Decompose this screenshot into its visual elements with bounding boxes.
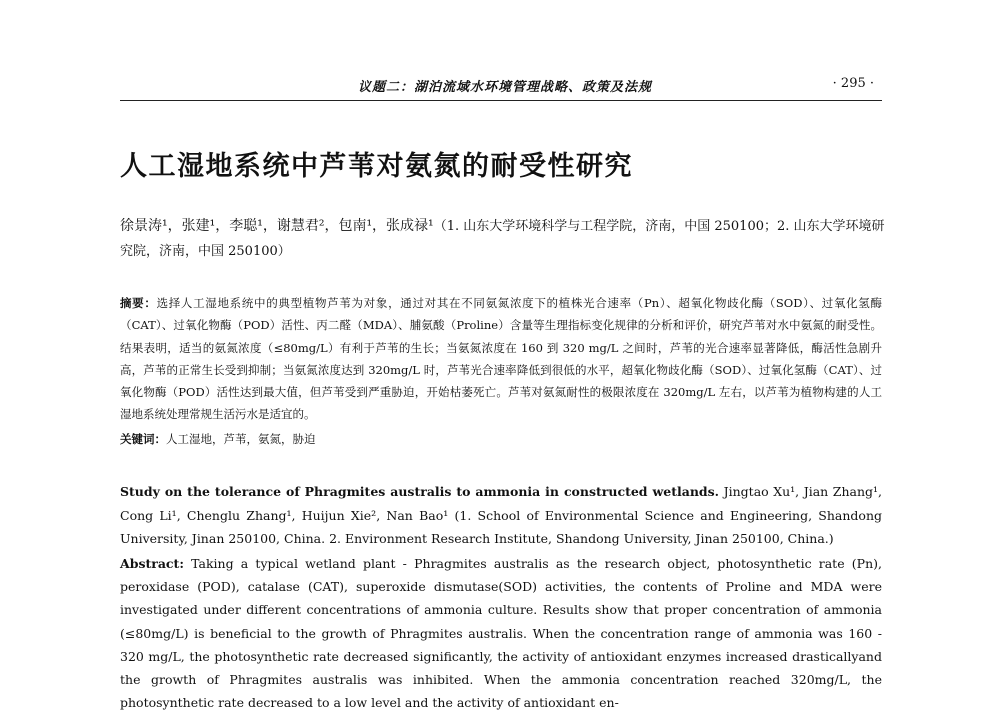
keywords-cn-text: 人工湿地，芦苇，氨氮，胁迫 (166, 432, 316, 446)
abstract-cn (120, 292, 882, 426)
author-names-cn: 徐景涛¹，张建¹，李聪¹，谢慧君²，包南¹，张成禄¹ (120, 218, 434, 234)
english-abstract-label: Abstract: (120, 556, 184, 571)
english-affiliation: (1. School of Environmental Science and Engineering, Shandong University, Jinan 250100, China. 2. Environment Research Institute, Shandong University, Jinan 250100, China.) (120, 507, 882, 546)
page-number: · 295 · (832, 76, 874, 91)
abstract-cn-label: 摘要： (120, 296, 157, 310)
english-abstract-text: Taking a typical wetland plant - Phragmites australis as the research object, photosynthetic rate (Pn), peroxidase (POD), catalase (CAT), superoxide dismutase(SOD) activities, the contents of Proline and MDA were investigated under different concentrations of ammonia culture. Results show that proper concentration of ammonia (≤80mg/L) is beneficial to the growth of Phragmites australis. When the concentration range of ammonia was 160 - 320 mg/L, the photosynthetic rate decreased significantly, the activity of antioxidant enzymes increased drasticallyand the growth of Phragmites australis was inhibited. When the ammonia concentration reached 320mg/L, the photosynthetic rate decreased to a low level and the activity of antioxidant en- (120, 556, 882, 711)
authors-block-cn (120, 214, 890, 264)
english-authors: Jingtao Xu¹, Jian Zhang¹, Cong Li¹, Chenglu Zhang¹, Huijun Xie², Nan Bao¹ (120, 484, 882, 523)
keywords-cn (120, 429, 882, 449)
affiliation-cn: （1. 山东大学环境科学与工程学院，济南，中国 250100；2. 山东大学环境研究院，济南，中国 250100） (120, 219, 885, 259)
keywords-cn-label: 关键词： (120, 432, 166, 446)
paper-title: 人工湿地系统中芦苇对氨氮的耐受性研究 (120, 151, 633, 182)
running-header (120, 72, 882, 101)
running-title: 议题二：湖泊流域水环境管理战略、政策及法规 (358, 80, 653, 95)
english-abstract (120, 552, 882, 714)
abstract-cn-text: 选择人工湿地系统中的典型植物芦苇为对象，通过对其在不同氨氮浓度下的植株光合速率（Pn）、超氧化物歧化酶（SOD）、过氧化氢酶（CAT）、过氧化物酶（POD）活性、丙二醛（MDA）、脯氨酸（Proline）含量等生理指标变化规律的分析和评价，研究芦苇对水中氨氮的耐受性。结果表明，适当的氨氮浓度（≤80mg/L）有利于芦苇的生长；当氨氮浓度在 160 到 320 mg/L 之间时，芦苇的光合速率显著降低，酶活性急剧升高，芦苇的正常生长受到抑制；当氨氮浓度达到 320mg/L 时，芦苇光合速率降低到很低的水平，超氧化物歧化酶（SOD）、过氧化氢酶（CAT）、过氧化物酶（POD）活性达到最大值，但芦苇受到严重胁迫，开始枯萎死亡。芦苇对氨氮耐性的极限浓度在 320mg/L 左右，以芦苇为植物构建的人工湿地系统处理常规生活污水是适宜的。 (120, 296, 882, 422)
english-title: Study on the tolerance of Phragmites australis to ammonia in constructed wetlands. (120, 484, 720, 499)
english-heading-block (120, 480, 882, 551)
